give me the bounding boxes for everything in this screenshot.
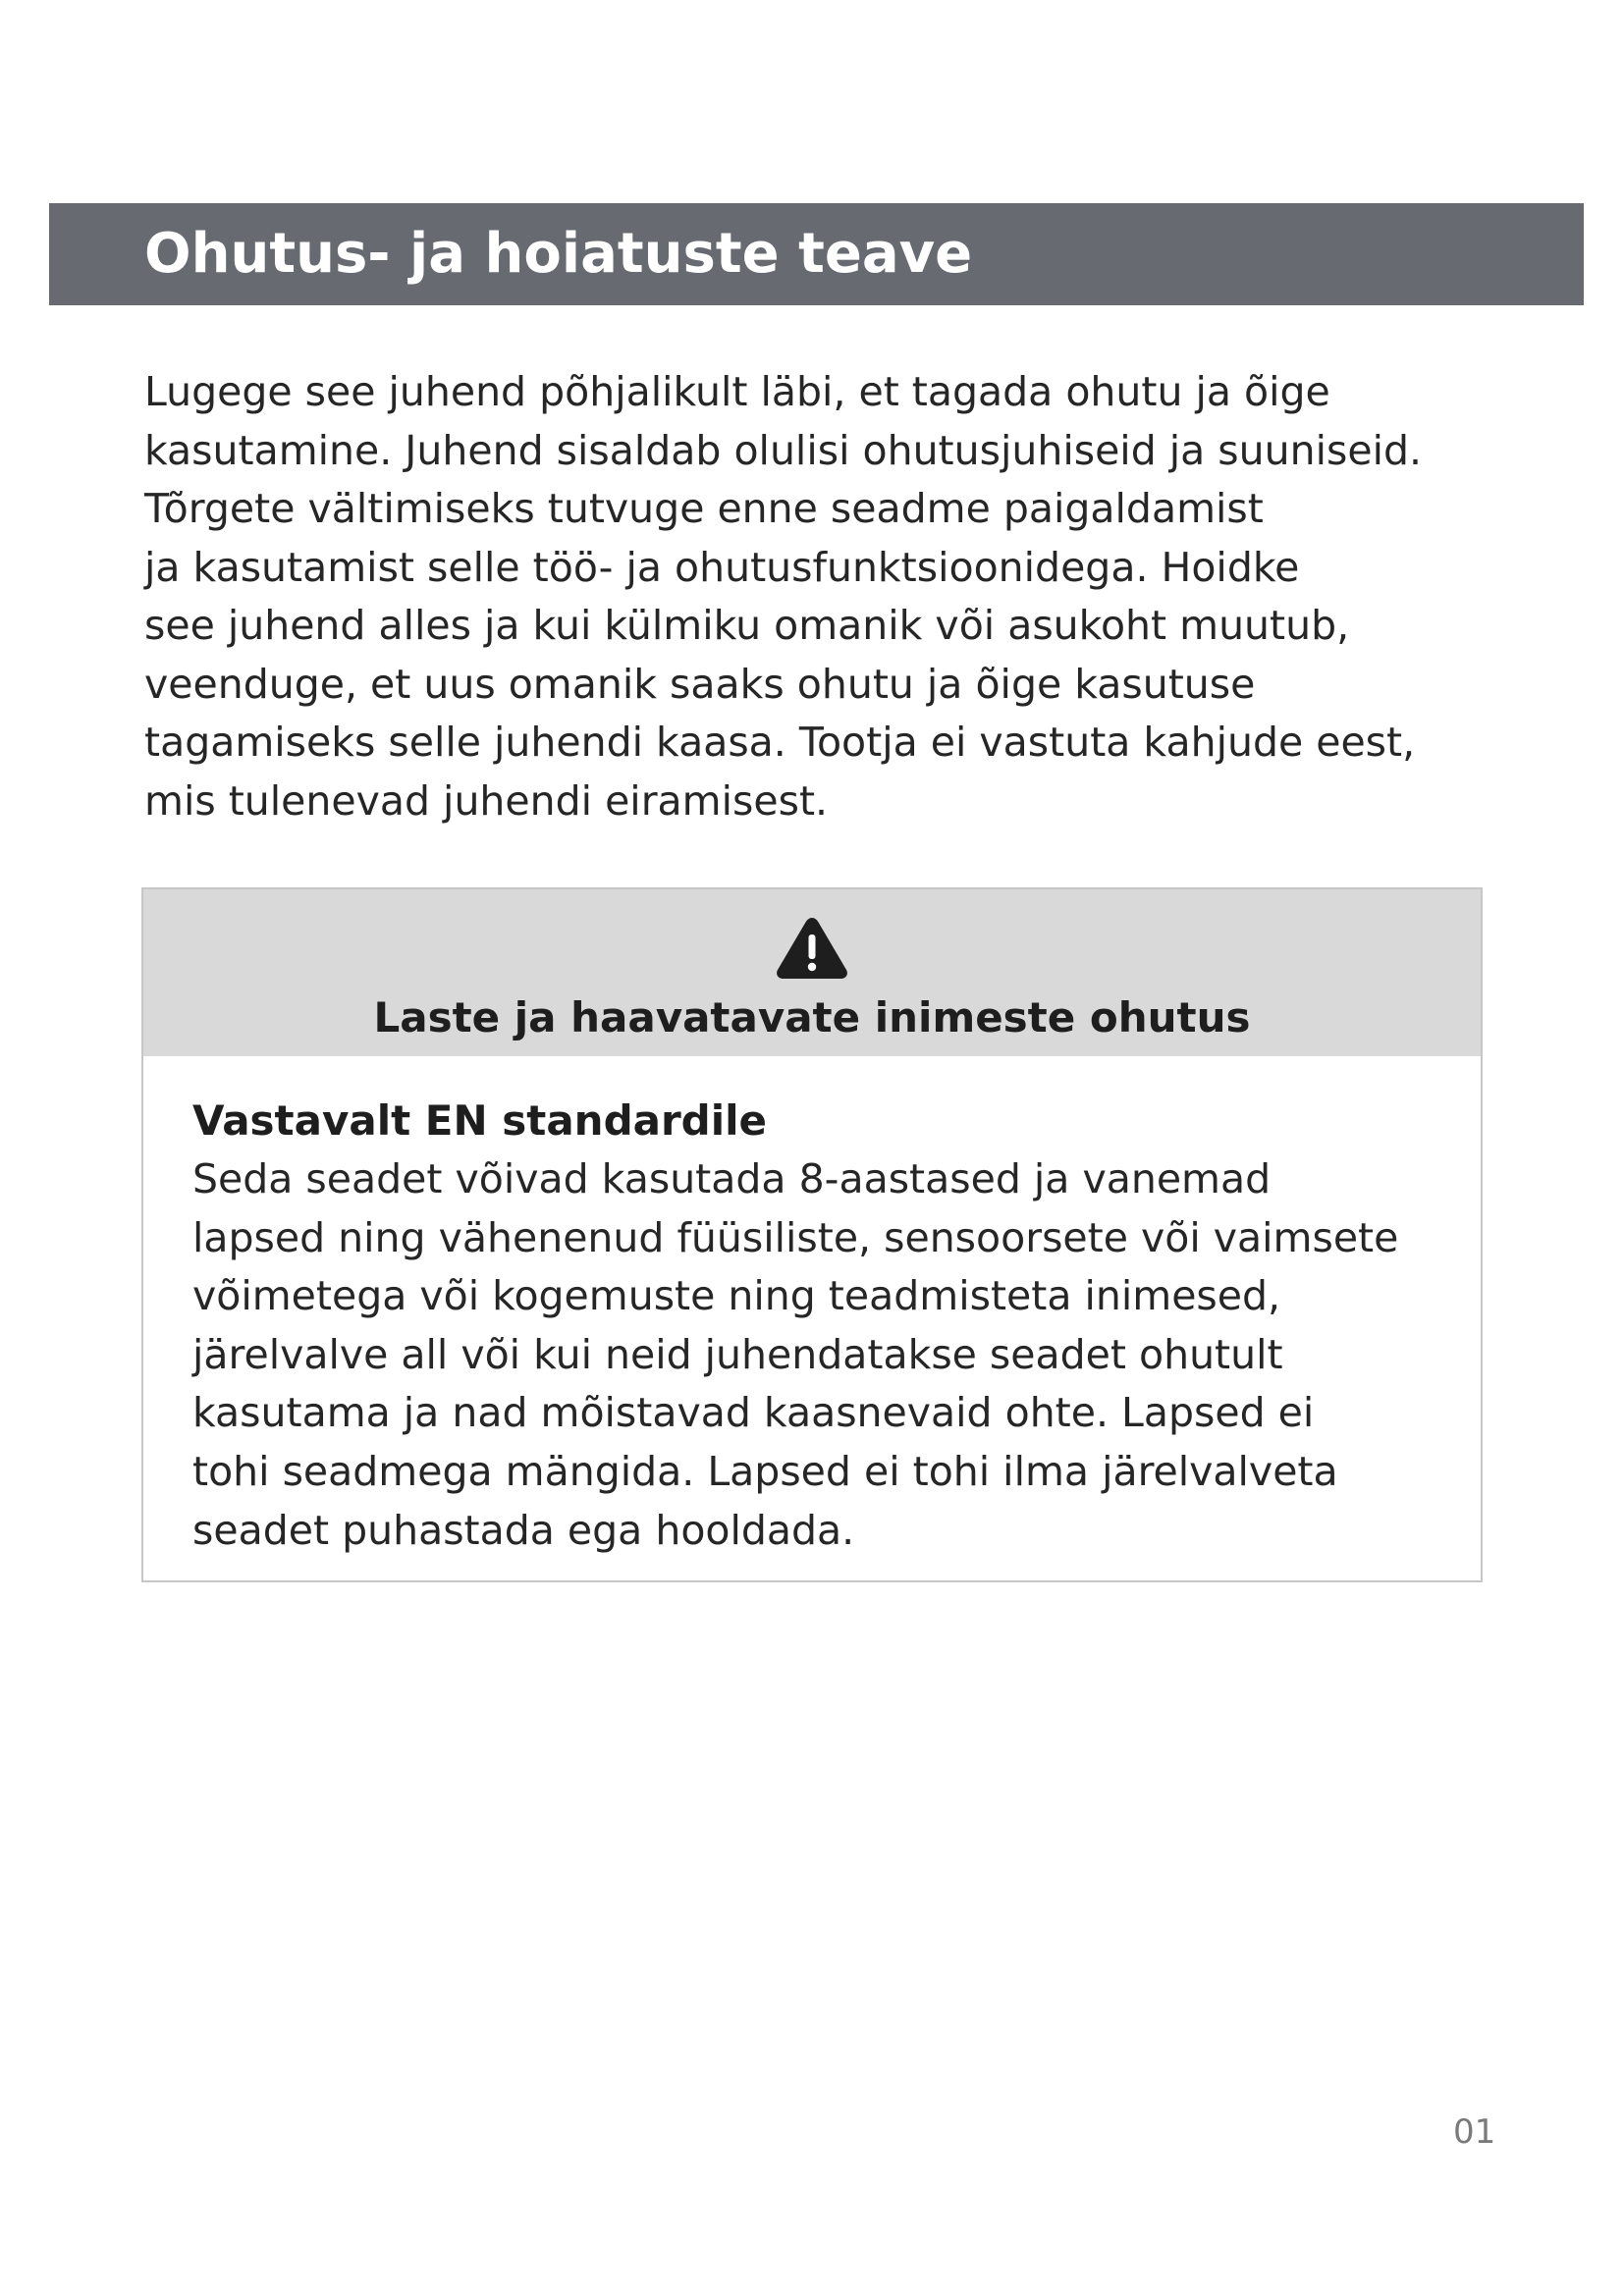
intro-paragraph [144,363,1519,830]
warning-line: tohi seadmega mängida. Lapsed ei tohi ilma järelvalveta [192,1447,1338,1495]
intro-line: Lugege see juhend põhjalikult läbi, et tagada ohutu ja õige [144,368,1330,415]
intro-line: kasutamine. Juhend sisaldab olulisi ohutusjuhiseid ja suuniseid. [144,426,1423,474]
intro-line: mis tulenevad juhendi eiramisest. [144,776,829,825]
intro-line: ja kasutamist selle töö- ja ohutusfunktsioonidega. Hoidke [144,543,1300,591]
intro-line: see juhend alles ja kui külmiku omanik või asukoht muutub, [144,602,1350,649]
warning-body [192,1092,1469,1560]
intro-line: Tõrgete vältimiseks tutvuge enne seadme paigaldamist [144,485,1264,532]
section-title-bar [49,203,1584,305]
warning-line: võimetega või kogemuste ning teadmisteta inimesed, [192,1272,1281,1320]
warning-line: kasutama ja nad mõistavad kaasnevaid ohte. Lapsed ei [192,1389,1315,1437]
warning-title: Laste ja haavatavate inimeste ohutus [373,993,1251,1041]
warning-line: järelvalve all või kui neid juhendatakse seadet ohutult [192,1330,1283,1378]
page-title: Ohutus- ja hoiatuste teave [144,222,973,286]
warning-subtitle: Vastavalt EN standardile [192,1096,768,1145]
intro-line: tagamiseks selle juhendi kaasa. Tootja ei vastuta kahjude eest, [144,719,1416,766]
page-number: 01 [1453,2112,1496,2152]
warning-line: lapsed ning vähenenud füüsiliste, sensoorsete või vaimsete [192,1213,1399,1261]
warning-line: Seda seadet võivad kasutada 8-aastased ja vanemad [192,1155,1272,1202]
warning-box [141,887,1483,1582]
warning-triangle-icon [775,915,849,982]
intro-line: veenduge, et uus omanik saaks ohutu ja õige kasutuse [144,660,1256,708]
warning-header [143,889,1481,1056]
warning-line: seadet puhastada ega hooldada. [192,1506,855,1554]
